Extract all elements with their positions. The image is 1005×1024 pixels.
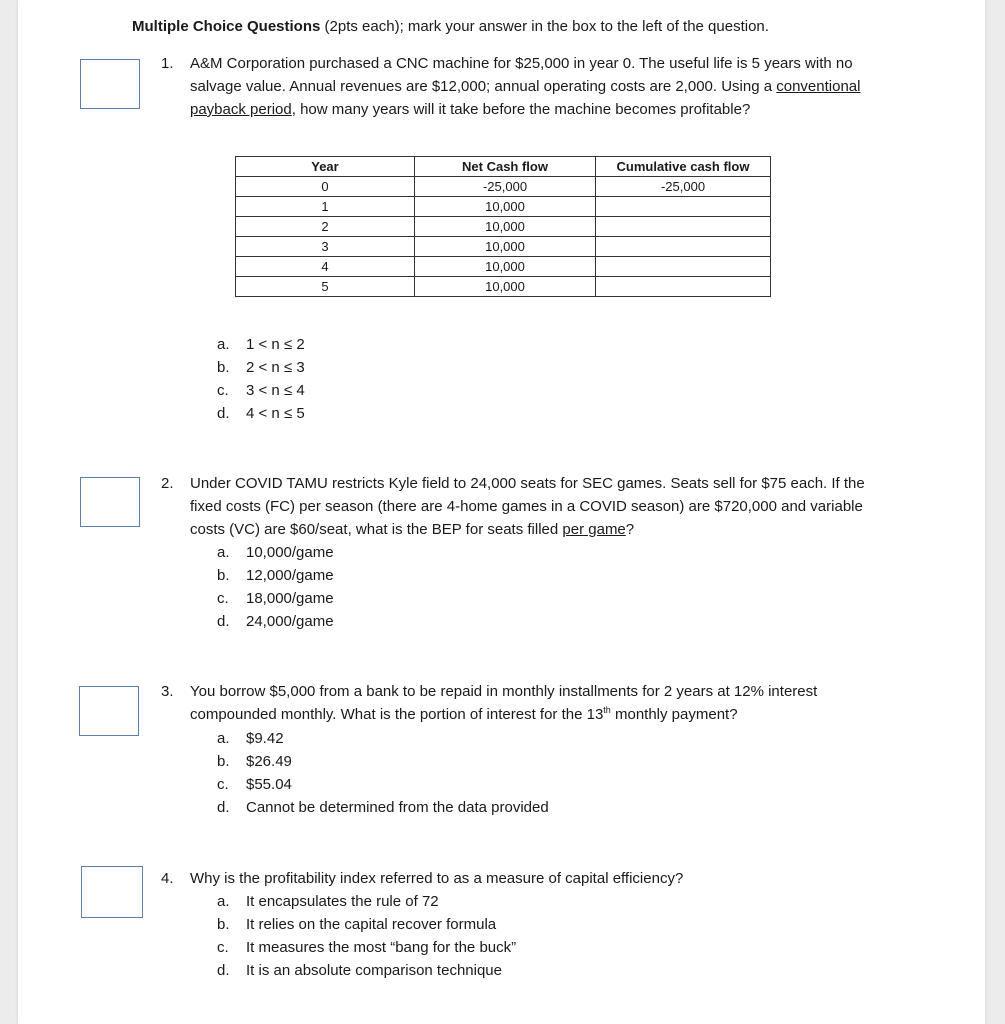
cumulative-cell[interactable]: [596, 257, 771, 277]
header-cumulative-cash-flow: Cumulative cash flow: [596, 157, 771, 177]
option-text: $55.04: [246, 776, 292, 793]
question-4-options: [217, 890, 516, 982]
option-letter: b.: [217, 916, 230, 933]
net-cash-cell: 10,000: [415, 277, 596, 297]
table-row: [236, 177, 771, 197]
cash-flow-table: [235, 156, 771, 297]
net-cash-cell: 10,000: [415, 237, 596, 257]
option-text: $26.49: [246, 753, 292, 770]
question-1-number: 1.: [161, 55, 174, 72]
table-row: [236, 277, 771, 297]
option-text: 12,000/game: [246, 567, 334, 584]
option-text: $9.42: [246, 730, 284, 747]
header-net-cash-flow: Net Cash flow: [415, 157, 596, 177]
option-letter: a.: [217, 893, 230, 910]
option-letter: d.: [217, 962, 230, 979]
question-3-text-a: You borrow $5,000 from a bank to be repaid in monthly installments for 2 years at 12% interest compounded monthly. What is the portion of interest for the 13: [190, 683, 818, 723]
option-letter: b.: [217, 753, 230, 770]
question-4-text: Why is the profitability index referred to as a measure of capital efficiency?: [190, 870, 684, 887]
year-cell: 2: [236, 217, 415, 237]
answer-box-q2[interactable]: [80, 477, 140, 527]
answer-box-q3[interactable]: [79, 686, 139, 736]
option-a[interactable]: [217, 333, 305, 356]
year-cell: 0: [236, 177, 415, 197]
net-cash-cell: 10,000: [415, 257, 596, 277]
net-cash-cell: 10,000: [415, 217, 596, 237]
option-c[interactable]: [217, 773, 549, 796]
option-d[interactable]: [217, 959, 516, 982]
answer-box-q4[interactable]: [81, 866, 143, 918]
option-letter: b.: [217, 359, 230, 376]
question-1-text-b: , how many years will it take before the machine becomes profitable?: [291, 101, 751, 118]
question-2-text: [190, 472, 885, 541]
question-2-options: [217, 541, 334, 633]
answer-box-q1[interactable]: [80, 59, 140, 109]
option-text: It relies on the capital recover formula: [246, 916, 497, 933]
option-letter: d.: [217, 405, 230, 422]
question-3-superscript: th: [603, 705, 611, 715]
question-1-options: [217, 333, 305, 425]
option-letter: b.: [217, 567, 230, 584]
option-letter: d.: [217, 613, 230, 630]
option-text: 24,000/game: [246, 613, 334, 630]
table-header-row: [236, 157, 771, 177]
heading-bold: Multiple Choice Questions: [132, 18, 321, 35]
table-row: [236, 217, 771, 237]
option-c[interactable]: [217, 379, 305, 402]
option-a[interactable]: [217, 541, 334, 564]
year-cell: 3: [236, 237, 415, 257]
year-cell: 1: [236, 197, 415, 217]
option-text: Cannot be determined from the data provided: [246, 799, 549, 816]
option-b[interactable]: [217, 750, 549, 773]
cumulative-cell[interactable]: [596, 277, 771, 297]
question-2-text-b: ?: [625, 521, 635, 538]
option-letter: c.: [217, 939, 229, 956]
option-letter: d.: [217, 799, 230, 816]
table-row: [236, 237, 771, 257]
question-3-text: [190, 680, 880, 726]
option-letter: a.: [217, 730, 230, 747]
question-2-text-a: Under COVID TAMU restricts Kyle field to 24,000 seats for SEC games. Seats sell for $75 each. If the fixed costs (FC) per season (there are 4-home games in a COVID season) are $720,000 and variable costs (VC) are $60/seat, what is the BEP for seats filled: [190, 475, 865, 538]
option-letter: c.: [217, 776, 229, 793]
option-d[interactable]: [217, 796, 549, 819]
option-text: 3 < n ≤ 4: [246, 382, 305, 399]
option-text: It is an absolute comparison technique: [246, 962, 502, 979]
net-cash-cell: -25,000: [415, 177, 596, 197]
question-2-underlined: per game: [562, 521, 626, 538]
year-cell: 4: [236, 257, 415, 277]
option-letter: a.: [217, 544, 230, 561]
cumulative-cell[interactable]: [596, 237, 771, 257]
header-year: Year: [236, 157, 415, 177]
option-text: It measures the most “bang for the buck”: [246, 939, 517, 956]
option-c[interactable]: [217, 587, 334, 610]
option-b[interactable]: [217, 356, 305, 379]
question-3-options: [217, 727, 549, 819]
question-3-text-b: monthly payment?: [610, 706, 738, 723]
question-3-number: 3.: [161, 683, 174, 700]
question-4-number: 4.: [161, 870, 174, 887]
question-1-text: [190, 52, 880, 121]
question-2-number: 2.: [161, 475, 174, 492]
option-letter: c.: [217, 382, 229, 399]
option-d[interactable]: [217, 402, 305, 425]
question-1-underlined: conventional payback period: [190, 78, 861, 118]
option-letter: a.: [217, 336, 230, 353]
option-b[interactable]: [217, 564, 334, 587]
option-b[interactable]: [217, 913, 516, 936]
section-heading: [132, 17, 769, 37]
table-row: [236, 197, 771, 217]
option-text: 18,000/game: [246, 590, 334, 607]
option-c[interactable]: [217, 936, 516, 959]
option-a[interactable]: [217, 727, 549, 750]
option-letter: c.: [217, 590, 229, 607]
option-d[interactable]: [217, 610, 334, 633]
heading-rest: (2pts each); mark your answer in the box to the left of the question.: [320, 18, 769, 35]
net-cash-cell: 10,000: [415, 197, 596, 217]
option-text: 2 < n ≤ 3: [246, 359, 305, 376]
option-text: 1 < n ≤ 2: [246, 336, 305, 353]
option-text: 4 < n ≤ 5: [246, 405, 305, 422]
option-text: 10,000/game: [246, 544, 334, 561]
question-1-text-a: A&M Corporation purchased a CNC machine for $25,000 in year 0. The useful life is 5 years with no salvage value. Annual revenues are $12,000; annual operating costs are 2,000. Using a: [190, 55, 853, 95]
cumulative-cell[interactable]: -25,000: [596, 177, 771, 197]
cumulative-cell[interactable]: [596, 197, 771, 217]
option-a[interactable]: [217, 890, 516, 913]
table-row: [236, 257, 771, 277]
year-cell: 5: [236, 277, 415, 297]
cumulative-cell[interactable]: [596, 217, 771, 237]
option-text: It encapsulates the rule of 72: [246, 893, 439, 910]
